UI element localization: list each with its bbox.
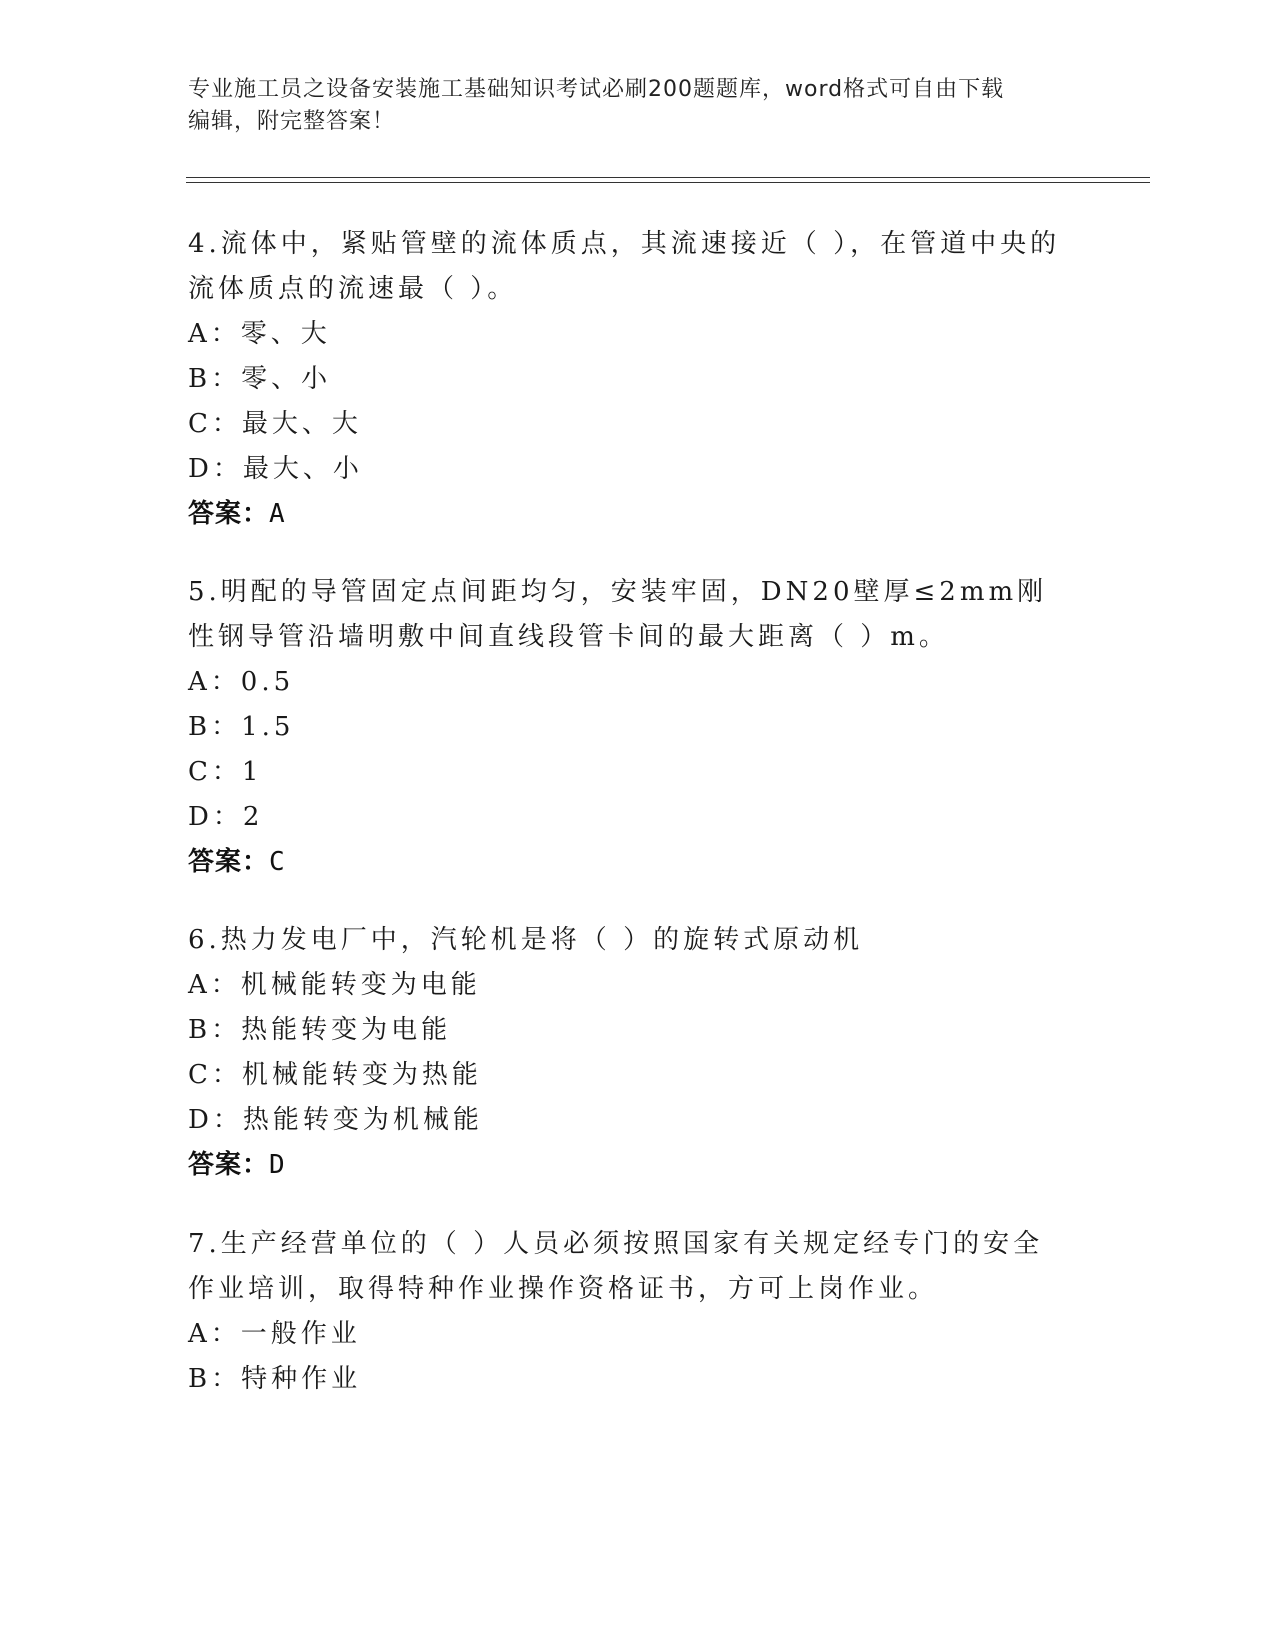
answer-label: 答案：	[188, 1150, 270, 1180]
option-c: C：最大、大	[188, 409, 362, 439]
option-a: A：一般作业	[188, 1319, 361, 1349]
option-d: D：2	[188, 802, 264, 832]
header-title-line-1: 专业施工员之设备安装施工基础知识考试必刷200题题库，word格式可自由下载	[188, 77, 1005, 102]
question-stem: 5.明配的导管固定点间距均匀，安装牢固，DN20壁厚≤2mm刚性钢导管沿墙明敷中间直线段管卡间的最大距离（ ）m。	[188, 577, 1048, 652]
document-header	[188, 74, 1068, 138]
answer-label: 答案：	[188, 847, 270, 877]
answer-line	[188, 840, 1068, 885]
question-stem: 7.生产经营单位的（ ）人员必须按照国家有关规定经专门的安全作业培训，取得特种作业操作资格证书，方可上岗作业。	[188, 1229, 1044, 1304]
option-d: D：最大、小	[188, 454, 363, 484]
question-stem: 4.流体中，紧贴管壁的流体质点，其流速接近（ ），在管道中央的流体质点的流速最（ ）。	[188, 229, 1061, 304]
question-4	[188, 222, 1068, 537]
question-7	[188, 1222, 1068, 1402]
option-b: B：零、小	[188, 364, 332, 394]
option-c: C：1	[188, 757, 263, 787]
option-a: A：零、大	[188, 319, 331, 349]
answer-label: 答案：	[188, 499, 270, 529]
option-c: C：机械能转变为热能	[188, 1060, 482, 1090]
answer-value: D	[269, 1150, 286, 1180]
question-stem: 6.热力发电厂中，汽轮机是将（ ）的旋转式原动机	[188, 925, 864, 955]
option-a: A：机械能转变为电能	[188, 970, 481, 1000]
header-title-line-2: 编辑，附完整答案！	[188, 109, 396, 134]
question-6	[188, 918, 1068, 1188]
answer-line	[188, 492, 1068, 537]
option-b: B：1.5	[188, 712, 295, 742]
answer-line	[188, 1143, 1068, 1188]
option-b: B：热能转变为电能	[188, 1015, 452, 1045]
question-5	[188, 570, 1068, 885]
header-divider-bottom	[186, 182, 1150, 183]
option-b: B：特种作业	[188, 1364, 362, 1394]
answer-value: C	[269, 847, 286, 877]
option-a: A：0.5	[188, 667, 295, 697]
option-d: D：热能转变为机械能	[188, 1105, 483, 1135]
answer-value: A	[269, 499, 286, 529]
header-divider-top	[186, 177, 1150, 178]
